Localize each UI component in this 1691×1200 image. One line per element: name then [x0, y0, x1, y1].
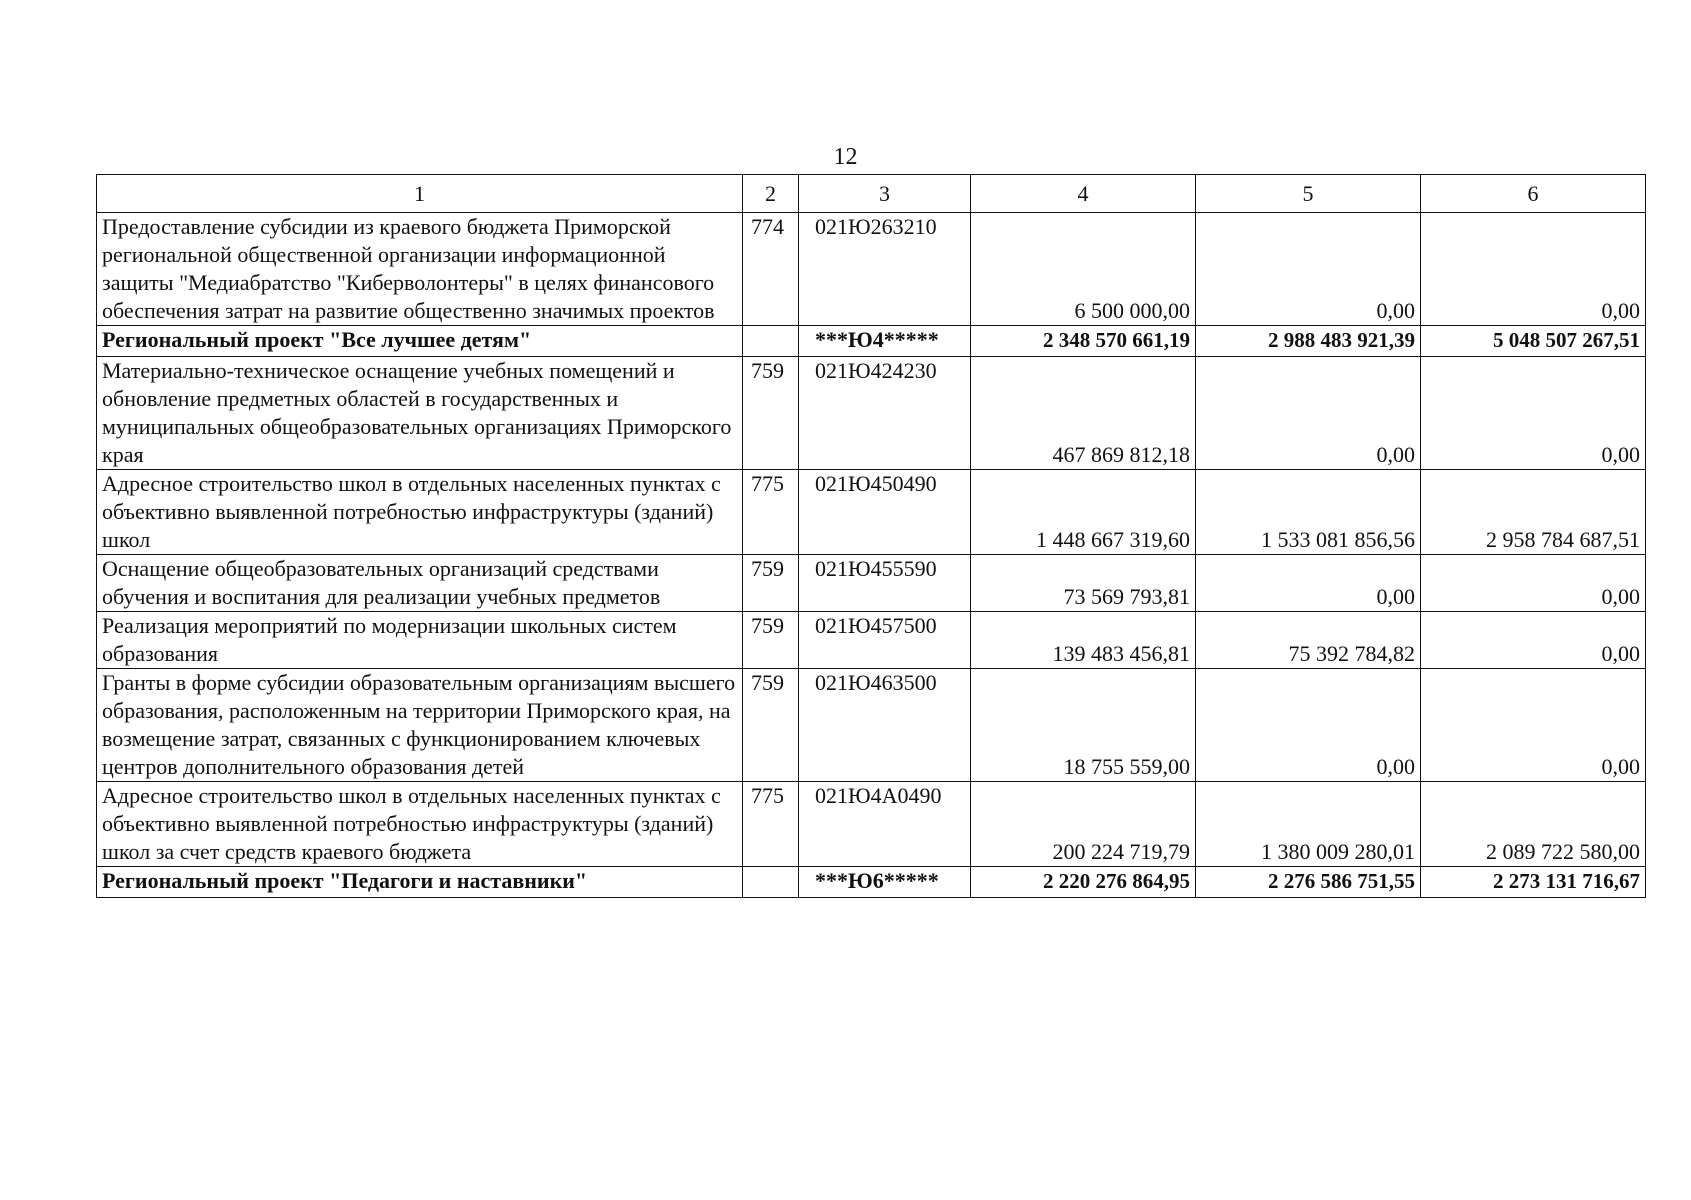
row-name: Реализация мероприятий по модернизации школьных систем образования: [97, 612, 743, 669]
row-sum-col4: 467 869 812,18: [971, 357, 1196, 470]
row-target-article: 021Ю463500: [799, 669, 971, 782]
row-sum-col5: 2 276 586 751,55: [1196, 867, 1421, 898]
row-grbs-code: 759: [743, 612, 799, 669]
row-sum-col6: 2 958 784 687,51: [1421, 470, 1646, 555]
row-sum-col6: 0,00: [1421, 669, 1646, 782]
table-row: [97, 612, 1646, 669]
row-name: Адресное строительство школ в отдельных населенных пунктах с объективно выявленной потребностью инфраструктуры (зданий) школ за счет средств краевого бюджета: [97, 782, 743, 867]
table-row-project: [97, 867, 1646, 898]
row-name: Региональный проект "Педагоги и наставники": [97, 867, 743, 898]
row-grbs-code: [743, 326, 799, 357]
row-sum-col6: 5 048 507 267,51: [1421, 326, 1646, 357]
row-grbs-code: 759: [743, 357, 799, 470]
row-sum-col5: 1 533 081 856,56: [1196, 470, 1421, 555]
row-sum-col4: 2 220 276 864,95: [971, 867, 1196, 898]
table-row: [97, 555, 1646, 612]
row-sum-col5: 1 380 009 280,01: [1196, 782, 1421, 867]
row-sum-col5: 75 392 784,82: [1196, 612, 1421, 669]
column-number-4: 4: [971, 175, 1196, 213]
row-target-article: 021Ю424230: [799, 357, 971, 470]
row-sum-col5: 0,00: [1196, 555, 1421, 612]
row-sum-col4: 6 500 000,00: [971, 213, 1196, 326]
row-name: Материально-техническое оснащение учебных помещений и обновление предметных областей в государственных и муниципальных общеобразовательных организациях Приморского края: [97, 357, 743, 470]
row-sum-col4: 139 483 456,81: [971, 612, 1196, 669]
row-grbs-code: 775: [743, 782, 799, 867]
row-grbs-code: 775: [743, 470, 799, 555]
row-sum-col6: 2 089 722 580,00: [1421, 782, 1646, 867]
row-sum-col4: 2 348 570 661,19: [971, 326, 1196, 357]
row-name: Региональный проект "Все лучшее детям": [97, 326, 743, 357]
table-row-project: [97, 326, 1646, 357]
budget-table: [96, 174, 1646, 898]
row-target-article: ***Ю6*****: [799, 867, 971, 898]
row-name: Предоставление субсидии из краевого бюджета Приморской региональной общественной организации информационной защиты "Медиабратство "Киберволонтеры" в целях финансового обеспечения затрат на развитие общественно значимых проектов: [97, 213, 743, 326]
row-target-article: 021Ю263210: [799, 213, 971, 326]
row-grbs-code: 759: [743, 555, 799, 612]
table-row: [97, 357, 1646, 470]
row-sum-col5: 2 988 483 921,39: [1196, 326, 1421, 357]
table-row: [97, 782, 1646, 867]
row-sum-col4: 18 755 559,00: [971, 669, 1196, 782]
row-sum-col4: 73 569 793,81: [971, 555, 1196, 612]
column-number-6: 6: [1421, 175, 1646, 213]
table-row: [97, 470, 1646, 555]
table-row: [97, 213, 1646, 326]
row-sum-col6: 0,00: [1421, 555, 1646, 612]
column-number-1: 1: [97, 175, 743, 213]
row-target-article: 021Ю450490: [799, 470, 971, 555]
row-sum-col5: 0,00: [1196, 669, 1421, 782]
row-sum-col6: 2 273 131 716,67: [1421, 867, 1646, 898]
row-target-article: 021Ю4А0490: [799, 782, 971, 867]
row-grbs-code: 774: [743, 213, 799, 326]
row-target-article: 021Ю457500: [799, 612, 971, 669]
row-target-article: ***Ю4*****: [799, 326, 971, 357]
row-target-article: 021Ю455590: [799, 555, 971, 612]
row-grbs-code: 759: [743, 669, 799, 782]
row-sum-col6: 0,00: [1421, 357, 1646, 470]
row-name: Оснащение общеобразовательных организаций средствами обучения и воспитания для реализации учебных предметов: [97, 555, 743, 612]
row-sum-col4: 1 448 667 319,60: [971, 470, 1196, 555]
row-sum-col5: 0,00: [1196, 213, 1421, 326]
column-number-2: 2: [743, 175, 799, 213]
row-name: Гранты в форме субсидии образовательным организациям высшего образования, расположенным на территории Приморского края, на возмещение затрат, связанных с функционированием ключевых центров дополнительного образования детей: [97, 669, 743, 782]
table-row: [97, 669, 1646, 782]
row-sum-col5: 0,00: [1196, 357, 1421, 470]
row-sum-col4: 200 224 719,79: [971, 782, 1196, 867]
column-number-5: 5: [1196, 175, 1421, 213]
table-header-row: [97, 175, 1646, 213]
row-grbs-code: [743, 867, 799, 898]
row-sum-col6: 0,00: [1421, 213, 1646, 326]
row-sum-col6: 0,00: [1421, 612, 1646, 669]
column-number-3: 3: [799, 175, 971, 213]
row-name: Адресное строительство школ в отдельных населенных пунктах с объективно выявленной потребностью инфраструктуры (зданий) школ: [97, 470, 743, 555]
page-number: 12: [833, 144, 858, 170]
